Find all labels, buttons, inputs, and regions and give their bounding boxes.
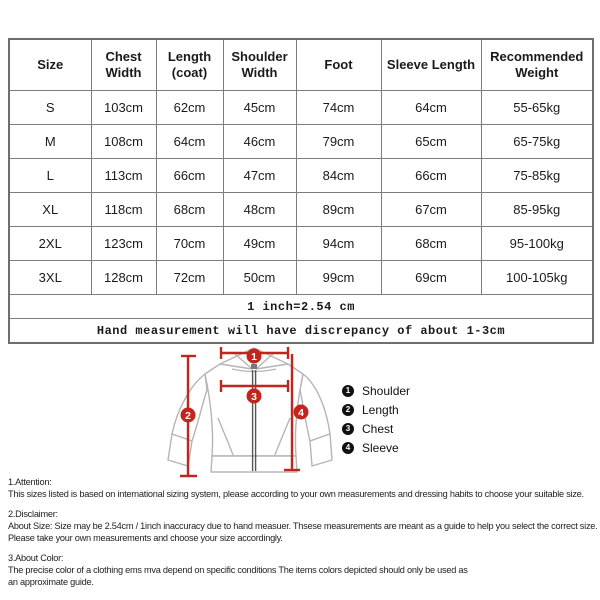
cell: 64cm xyxy=(156,125,223,159)
table-row-l xyxy=(9,159,593,193)
cell: 113cm xyxy=(91,159,156,193)
cell: 75-85kg xyxy=(481,159,593,193)
circled-number-icon: 3 xyxy=(342,423,354,435)
disclaimer-heading: 2.Disclaimer: xyxy=(8,509,58,519)
circled-number-icon: 4 xyxy=(342,442,354,454)
cell: 50cm xyxy=(223,261,296,295)
callout-1: 1 xyxy=(251,350,257,363)
table-row-s xyxy=(9,91,593,125)
cell: 89cm xyxy=(296,193,381,227)
callout-3: 3 xyxy=(251,390,257,403)
cell: 79cm xyxy=(296,125,381,159)
cell: 66cm xyxy=(381,159,481,193)
cell: XL xyxy=(9,193,91,227)
circled-number-icon: 1 xyxy=(342,385,354,397)
cell: 95-100kg xyxy=(481,227,593,261)
cell: 48cm xyxy=(223,193,296,227)
cell: 85-95kg xyxy=(481,193,593,227)
header-shoulder-width: Shoulder Width xyxy=(223,39,296,91)
attention-heading: 1.Attention: xyxy=(8,477,52,487)
attention-text: This sizes listed is based on international sizing system, please according to your own measurements and dressing habits to choose your suitable size. xyxy=(8,489,584,499)
disclaimer-text-1: About Size: Size may be 2.54cm / 1inch inaccuracy due to hand measuer. Thsese measurements are meant as a guide to help you select the correct size. xyxy=(8,521,598,531)
legend-label: Chest xyxy=(362,421,394,436)
cell: 66cm xyxy=(156,159,223,193)
circled-number-icon: 2 xyxy=(342,404,354,416)
about-color-note xyxy=(8,552,600,588)
cell: 45cm xyxy=(223,91,296,125)
cell: 128cm xyxy=(91,261,156,295)
table-row-xl xyxy=(9,193,593,227)
callout-2: 2 xyxy=(185,409,191,422)
header-size: Size xyxy=(9,39,91,91)
cell: 118cm xyxy=(91,193,156,227)
inch-conversion-row xyxy=(9,295,593,319)
header-chest-width: Chest Width xyxy=(91,39,156,91)
disclaimer-text-2: Please take your own measurements and choose your size accordingly. xyxy=(8,533,283,543)
about-color-heading: 3.About Color: xyxy=(8,553,64,563)
cell: 72cm xyxy=(156,261,223,295)
disclaimer-note xyxy=(8,508,600,544)
legend-item-length xyxy=(342,400,410,419)
header-length-coat: Length (coat) xyxy=(156,39,223,91)
attention-note xyxy=(8,476,600,500)
measurement-legend xyxy=(342,381,410,457)
legend-label: Sleeve xyxy=(362,440,399,455)
about-color-text-1: The precise color of a clothing ems mva depend on specific conditions The items colors depicted should only be used as xyxy=(8,565,468,575)
cell: 99cm xyxy=(296,261,381,295)
inch-conversion-note: 1 inch=2.54 cm xyxy=(9,295,593,319)
cell: 2XL xyxy=(9,227,91,261)
legend-item-chest xyxy=(342,419,410,438)
header-row xyxy=(9,39,593,91)
table-row-2xl xyxy=(9,227,593,261)
cell: 74cm xyxy=(296,91,381,125)
cell: 47cm xyxy=(223,159,296,193)
cell: S xyxy=(9,91,91,125)
table-row-m xyxy=(9,125,593,159)
cell: 123cm xyxy=(91,227,156,261)
cell: 55-65kg xyxy=(481,91,593,125)
footnotes-section xyxy=(8,476,600,596)
header-foot: Foot xyxy=(296,39,381,91)
cell: 49cm xyxy=(223,227,296,261)
hand-measurement-note: Hand measurement will have discrepancy of about 1-3cm xyxy=(9,319,593,344)
size-chart-table xyxy=(8,38,594,344)
header-sleeve-length: Sleeve Length xyxy=(381,39,481,91)
cell: 3XL xyxy=(9,261,91,295)
cell: 64cm xyxy=(381,91,481,125)
jacket-measurement-diagram xyxy=(0,338,600,490)
cell: 108cm xyxy=(91,125,156,159)
cell: 65cm xyxy=(381,125,481,159)
cell: 84cm xyxy=(296,159,381,193)
legend-label: Shoulder xyxy=(362,383,411,398)
cell: 94cm xyxy=(296,227,381,261)
legend-item-sleeve xyxy=(342,438,410,457)
cell: 62cm xyxy=(156,91,223,125)
table-row-3xl xyxy=(9,261,593,295)
cell: M xyxy=(9,125,91,159)
callout-4: 4 xyxy=(298,406,304,419)
cell: 65-75kg xyxy=(481,125,593,159)
legend-item-shoulder xyxy=(342,381,410,400)
legend-label: Length xyxy=(362,402,399,417)
header-recommended-weight: Recommended Weight xyxy=(481,39,593,91)
cell: 103cm xyxy=(91,91,156,125)
cell: 68cm xyxy=(381,227,481,261)
about-color-text-2: an approximate guide. xyxy=(8,577,94,587)
cell: 67cm xyxy=(381,193,481,227)
cell: 46cm xyxy=(223,125,296,159)
cell: 69cm xyxy=(381,261,481,295)
cell: 70cm xyxy=(156,227,223,261)
cell: L xyxy=(9,159,91,193)
cell: 68cm xyxy=(156,193,223,227)
cell: 100-105kg xyxy=(481,261,593,295)
